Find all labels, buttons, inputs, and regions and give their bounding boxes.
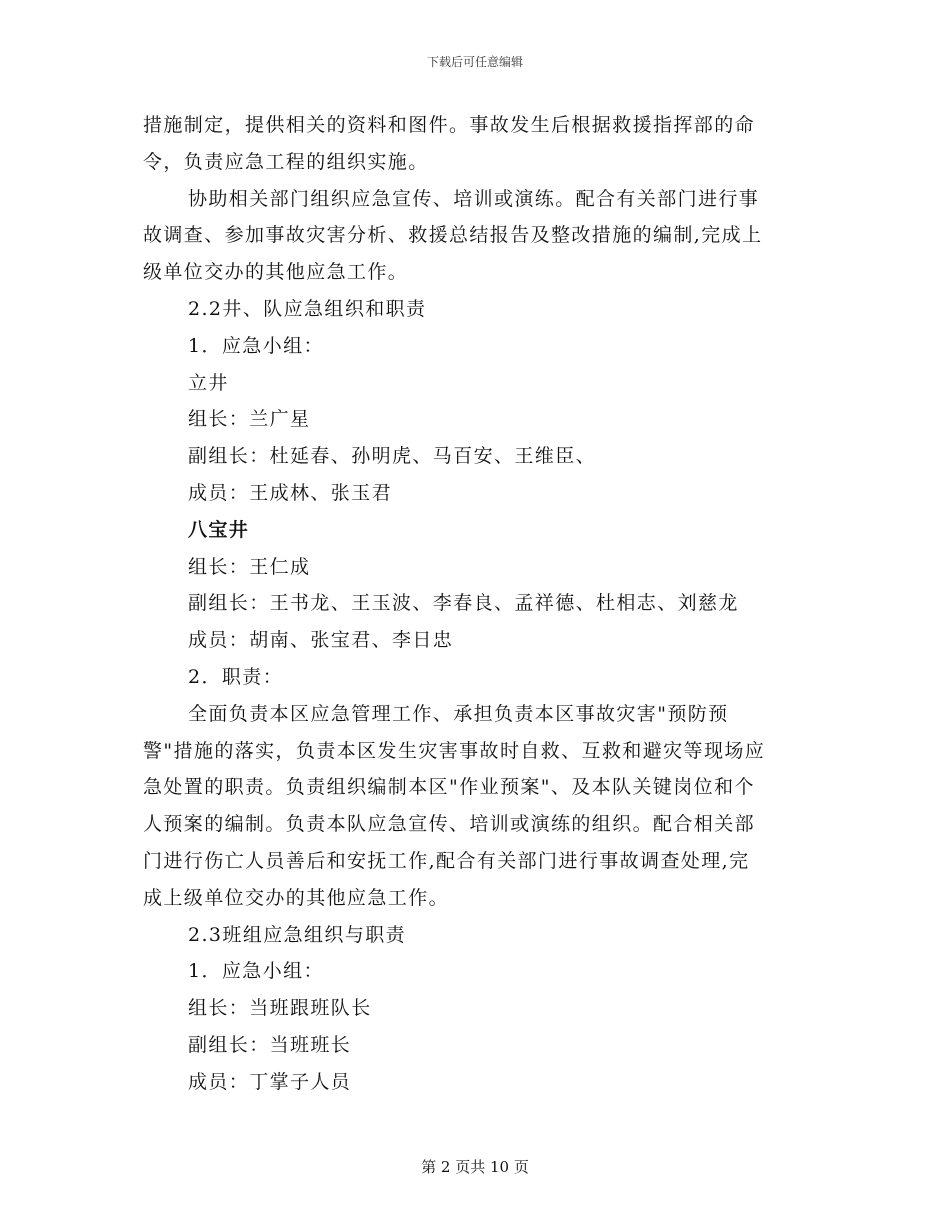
list-item-label: 1．应急小组： — [188, 960, 324, 983]
list-item-label: 1．应急小组： — [188, 334, 324, 357]
team-deputy: 副组长：当班班长 — [188, 1033, 352, 1056]
section-heading-2-2: 2.2井、队应急组织和职责 — [188, 297, 427, 320]
babaojing-leader: 组长：王仁成 — [188, 555, 311, 578]
lijing-deputy: 副组长：杜延春、孙明虎、马百安、王维臣、 — [188, 445, 597, 468]
team-leader: 组长：当班跟班队长 — [188, 997, 372, 1020]
babaojing-title: 八宝井 — [188, 518, 250, 541]
team-members: 成员：丁掌子人员 — [188, 1070, 352, 1093]
lijing-leader: 组长：兰广星 — [188, 408, 311, 431]
paragraph-line: 措施制定，提供相关的资料和图件。事故发生后根据救援指挥部的命 — [143, 114, 756, 136]
paragraph-line: 成上级单位交办的其他应急工作。 — [143, 886, 450, 909]
paragraph-line: 级单位交办的其他应急工作。 — [143, 261, 409, 284]
babaojing-members: 成员：胡南、张宝君、李日忠 — [188, 629, 454, 652]
document-body — [143, 107, 807, 1101]
page-number: 第 2 页共 10 页 — [421, 1158, 529, 1176]
lijing-members: 成员：王成林、张玉君 — [188, 481, 393, 504]
lijing-title: 立井 — [188, 371, 229, 394]
list-item-label: 2．职责： — [188, 665, 284, 688]
paragraph-line: 急处置的职责。负责组织编制本区"作业预案"、及本队关键岗位和个 — [143, 776, 755, 799]
paragraph-line: 故调查、参加事故灾害分析、救援总结报告及整改措施的编制,完成上 — [143, 224, 763, 247]
section-heading-2-3: 2.3班组应急组织与职责 — [188, 923, 407, 946]
paragraph-line: 人预案的编制。负责本队应急宣传、培训或演练的组织。配合相关部 — [143, 813, 756, 836]
paragraph-line: 门进行伤亡人员善后和安抚工作,配合有关部门进行事故调查处理,完 — [143, 849, 750, 872]
page-header: 下载后可任意编辑 — [426, 55, 523, 69]
paragraph-line: 警"措施的落实，负责本区发生灾害事故时自救、互救和避灾等现场应 — [143, 739, 766, 762]
babaojing-deputy: 副组长：王书龙、王玉波、李春良、孟祥德、杜相志、刘慈龙 — [188, 592, 739, 615]
paragraph-line: 全面负责本区应急管理工作、承担负责本区事故灾害"预防预 — [188, 702, 729, 725]
paragraph-line: 令，负责应急工程的组织实施。 — [143, 150, 429, 173]
paragraph-line: 协助相关部门组织应急宣传、培训或演练。配合有关部门进行事 — [188, 187, 760, 210]
